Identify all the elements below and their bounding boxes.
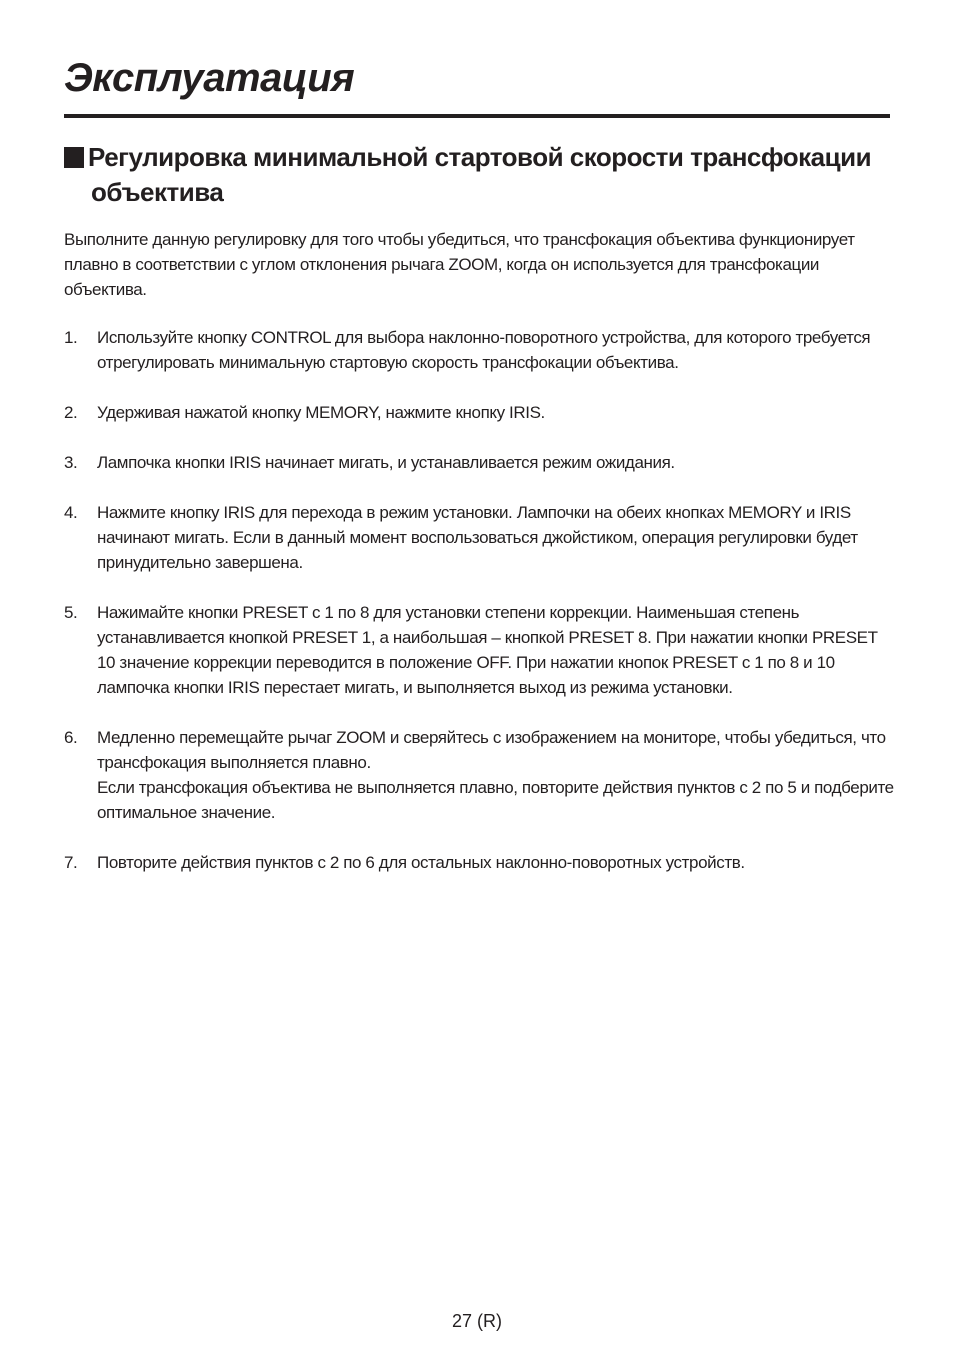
steps-list <box>64 325 894 900</box>
step-text: Нажимайте кнопки PRESET с 1 по 8 для установки степени коррекции. Наименьшая степень устанавливается кнопкой PRESET 1, а наибольшая – кнопкой PRESET 8. При нажатии кнопки PRESET 10 значение коррекции переводится в положение OFF. При нажатии кнопок PRESET с 1 по 8 и 10 лампочка кнопки IRIS перестает мигать, и выполняется выход из режима установки. <box>97 603 878 697</box>
step-number: 1. <box>64 328 78 347</box>
step-number: 7. <box>64 853 78 872</box>
step-item <box>64 850 894 875</box>
page-number: 27 (R) <box>451 1311 502 1331</box>
title-rule <box>64 114 890 118</box>
step-item <box>64 725 894 825</box>
step-item <box>64 450 894 475</box>
page-title: Эксплуатация <box>64 56 355 100</box>
step-number: 3. <box>64 453 78 472</box>
step-text: Удерживая нажатой кнопку MEMORY, нажмите кнопку IRIS. <box>97 403 545 422</box>
step-number: 5. <box>64 603 78 622</box>
square-bullet-icon <box>64 147 84 168</box>
step-text-note: Если трансфокация объектива не выполняется плавно, повторите действия пунктов с 2 по 5 и подберите оптимальное значение. <box>97 778 894 822</box>
step-item <box>64 325 894 375</box>
step-text: Лампочка кнопки IRIS начинает мигать, и устанавливается режим ожидания. <box>97 453 675 472</box>
intro-paragraph: Выполните данную регулировку для того чтобы убедиться, что трансфокация объектива функционирует плавно в соответствии с углом отклонения рычага ZOOM, когда он используется для трансфокации объектива. <box>64 230 855 299</box>
step-item <box>64 500 894 575</box>
section-heading-line2: объектива <box>91 177 224 207</box>
section-heading-line1: Регулировка минимальной стартовой скорости трансфокации <box>88 142 872 172</box>
step-number: 2. <box>64 403 78 422</box>
step-text: Медленно перемещайте рычаг ZOOM и сверяйтесь с изображением на мониторе, чтобы убедиться, что трансфокация выполняется плавно. <box>97 728 886 772</box>
section-heading <box>64 140 904 210</box>
step-item <box>64 400 894 425</box>
step-text: Повторите действия пунктов с 2 по 6 для остальных наклонно-поворотных устройств. <box>97 853 745 872</box>
step-text: Нажмите кнопку IRIS для перехода в режим установки. Лампочки на обеих кнопках MEMORY и IRIS начинают мигать. Если в данный момент воспользоваться джойстиком, операция регулировки будет принудительно завершена. <box>97 503 858 572</box>
step-item <box>64 600 894 700</box>
step-text: Используйте кнопку CONTROL для выбора наклонно-поворотного устройства, для которого требуется отрегулировать минимальную стартовую скорость трансфокации объектива. <box>97 328 871 372</box>
step-number: 4. <box>64 503 78 522</box>
step-number: 6. <box>64 728 78 747</box>
